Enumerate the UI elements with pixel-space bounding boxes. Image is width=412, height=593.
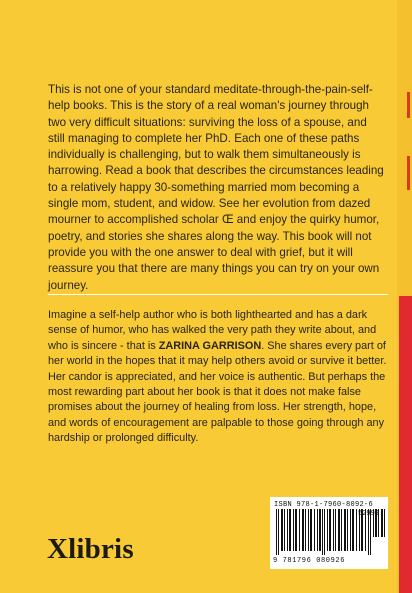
book-description: This is not one of your standard meditate-through-the-pain-self-help books. This is the story of a real woman's journey through two very difficult situations: surviving the loss of a spouse, and still managing to complete her PhD. Each one of these paths individually is challenging, but to walk them simultaneously is harrowing. Read a book that describes the circumstances leading to a relatively happy 30-something married mom becoming a single mom, student, and widow. See her evolution from dazed mourner to accomplished scholar Œ and enjoy the quirky humor, poetry, and stories she shares along the way. This book will not provide you with the one answer to deal with grief, but it will reassure you that there are many things you can try on your own journey.: [48, 83, 384, 292]
isbn-number: ISBN 978-1-7960-8092-6: [274, 501, 374, 509]
section-divider: [48, 294, 388, 295]
ean-digits: 9 781796 080926: [273, 557, 346, 565]
publisher-logo: Xlibris: [47, 533, 134, 565]
review-text-start: Imagine a self-help author who is both lighthearted and has a dark sense of humor, who has walked the very path they write about, and who is sincere - that is: [48, 309, 377, 352]
spine-red-band: [399, 296, 412, 593]
barcode-bars: [274, 509, 386, 555]
spine-author-mark: [407, 156, 410, 190]
author-name: ZARINA GARRISON: [158, 339, 262, 352]
review-text-end: . She shares every part of her world in the hopes that it may help others avoid or survive it better. Her candor is appreciated, and her voice is authentic. But perhaps the most rewarding part about her book is that it does not make false promises about the journey of healing from loss. Her strength, hope, and words of encouragement are palpable to those going through any hardship or prolonged difficulty.: [48, 339, 387, 445]
author-review: [48, 308, 388, 447]
isbn-barcode: [270, 497, 388, 569]
spine-title-mark: [407, 92, 410, 118]
